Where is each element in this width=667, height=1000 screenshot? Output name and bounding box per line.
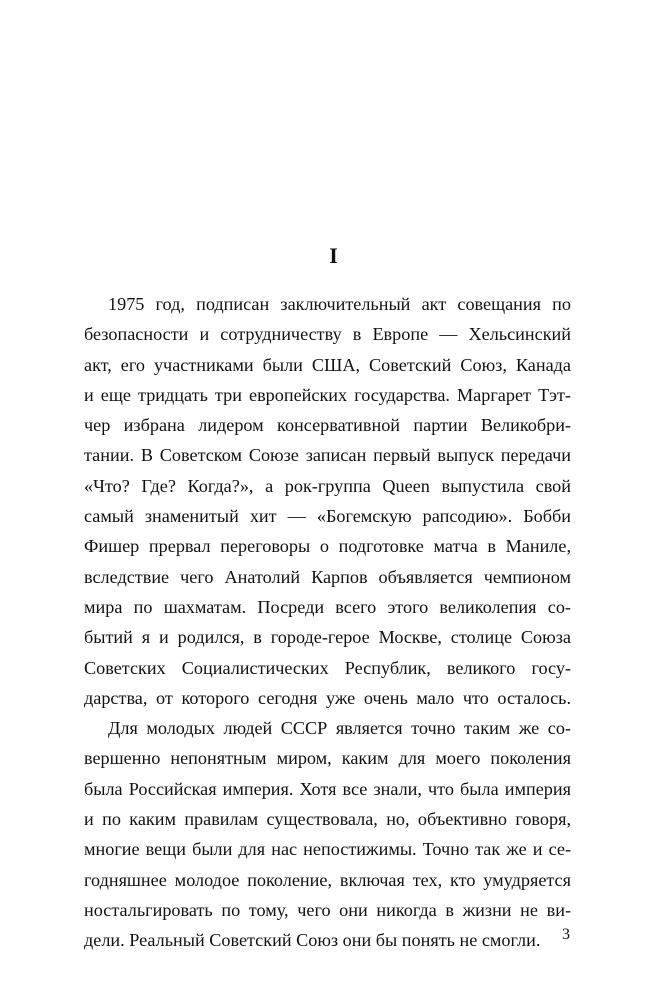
text-line: многие вещи были для нас непостижимы. Точно так же и се-: [84, 839, 571, 860]
text-line: годняшнее молодое поколение, включая тех, кто умудряется: [84, 869, 571, 890]
text-line: тании. В Советском Союзе записан первый выпуск передачи: [84, 445, 571, 466]
text-line: дарства, от которого сегодня уже очень мало что осталось.: [84, 687, 571, 708]
text-line: безопасности и сотрудничеству в Европе — Хельсинский: [84, 324, 571, 345]
text-line: и по каким правилам существовала, но, объективно говоря,: [84, 809, 571, 830]
text-line: чер избрана лидером консервативной партии Великобри-: [84, 415, 571, 436]
text-line: вершенно непонятным миром, каким для моего поколения: [84, 748, 571, 769]
text-line: акт, его участниками были США, Советский Союз, Канада: [84, 354, 571, 375]
page-number: 3: [562, 926, 570, 943]
paragraph: [84, 713, 571, 955]
text-line: вследствие чего Анатолий Карпов объявляется чемпионом: [84, 566, 571, 587]
text-line: Советских Социалистических Республик, великого госу-: [84, 657, 571, 678]
body-text: [84, 289, 571, 956]
text-line: «Что? Где? Когда?», а рок-группа Queen выпустила свой: [84, 475, 571, 496]
text-line: дели. Реальный Советский Союз они бы понять не смогли.: [84, 930, 541, 951]
text-line: Фишер прервал переговоры о подготовке матча в Маниле,: [84, 536, 571, 557]
chapter-heading: I: [329, 243, 338, 268]
text-line: самый знаменитый хит — «Богемскую рапсодию». Бобби: [84, 506, 571, 527]
text-line: 1975 год, подписан заключительный акт совещания по: [108, 294, 571, 314]
text-line: ностальгировать по тому, чего они никогда в жизни не ви-: [84, 899, 571, 920]
text-line: была Российская империя. Хотя все знали, что была империя: [84, 778, 571, 799]
text-line: мира по шахматам. Посреди всего этого великолепия со-: [84, 596, 571, 617]
paragraph: [84, 289, 571, 713]
text-line: Для молодых людей СССР является точно таким же со-: [108, 718, 571, 739]
text-line: бытий я и родился, в городе-герое Москве, столице Союза: [84, 627, 571, 648]
text-line: и еще тридцать три европейских государства. Маргарет Тэт-: [84, 384, 571, 405]
